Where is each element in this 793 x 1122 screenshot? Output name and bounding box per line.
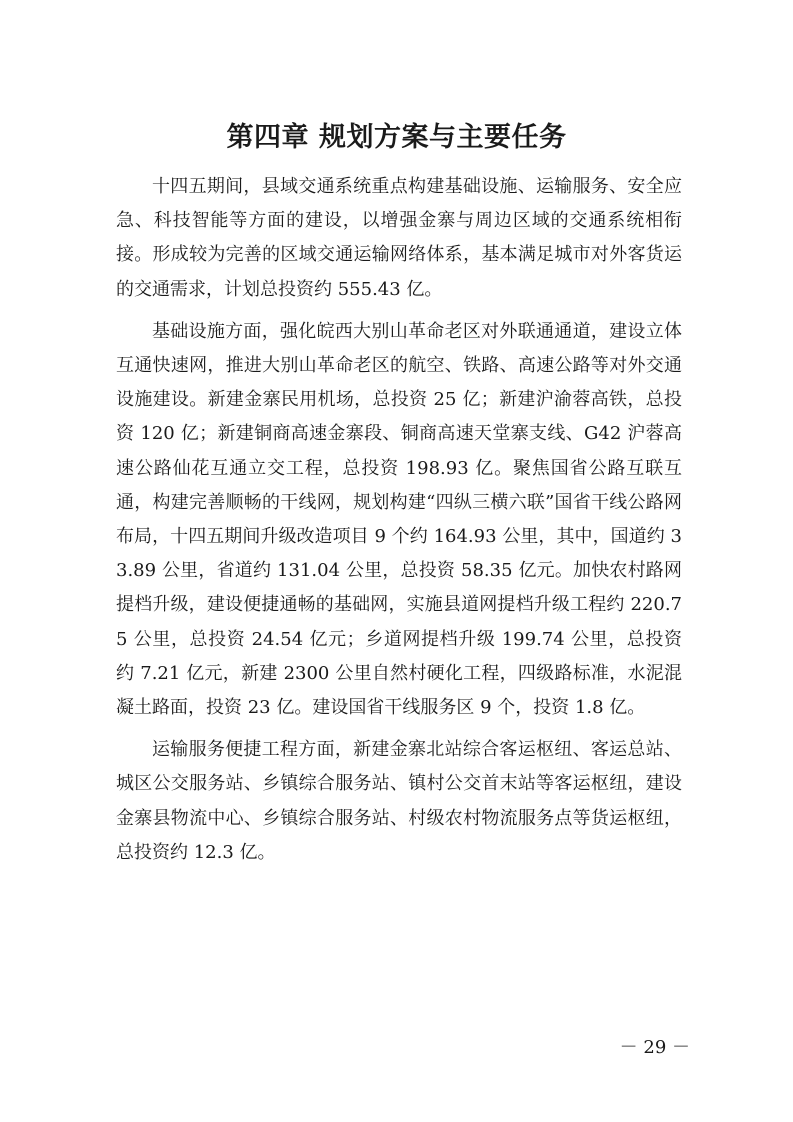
chapter-title: 第四章 规划方案与主要任务 (226, 122, 567, 153)
paragraph-spacer (116, 725, 682, 733)
paragraph-infrastructure: 基础设施方面，强化皖西大别山革命老区对外联通通道，建设立体互通快速网，推进大别山革命老区的航空、铁路、高速公路等对外交通设施建设。新建金寨民用机场，总投资 25 亿；新建沪渝蓉高铁，总投资 120 亿；新建铜商高速金寨段、铜商高速天堂寨支线、G42 沪蓉高速公路仙花互通立交工程，总投资 198.93 亿。聚焦国省公路互联互通，构建完善顺畅的干线网，规划构建“四纵三横六联”国省干线公路网布局，十四五期间升级改造项目 9 个约 164.93 公里，其中，国道约 33.89 公里，省道约 131.04 公里，总投资 58.35 亿元。加快农村路网提档升级，建设便捷通畅的基础网，实施县道网提档升级工程约 220.75 公里，总投资 24.54 亿元；乡道网提档升级 199.74 公里，总投资约 7.21 亿元，新建 2300 公里自然村硬化工程，四级路标准，水泥混凝土路面，投资 23 亿。建设国省干线服务区 9 个，投资 1.8 亿。 (116, 320, 682, 719)
page-number: － 29 － (619, 1037, 690, 1058)
paragraph-spacer (116, 307, 682, 315)
paragraph-transport-services: 运输服务便捷工程方面，新建金寨北站综合客运枢纽、客运总站、城区公交服务站、乡镇综合服务站、镇村公交首末站等客运枢纽，建设金寨县物流中心、乡镇综合服务站、村级农村物流服务点等货运枢纽，总投资约 12.3 亿。 (116, 739, 682, 863)
paragraph-overview: 十四五期间，县域交通系统重点构建基础设施、运输服务、安全应急、科技智能等方面的建设，以增强金寨与周边区域的交通系统相衔接。形成较为完善的区域交通运输网络体系，基本满足城市对外客货运的交通需求，计划总投资约 555.43 亿。 (116, 176, 682, 300)
body-text (116, 170, 682, 870)
